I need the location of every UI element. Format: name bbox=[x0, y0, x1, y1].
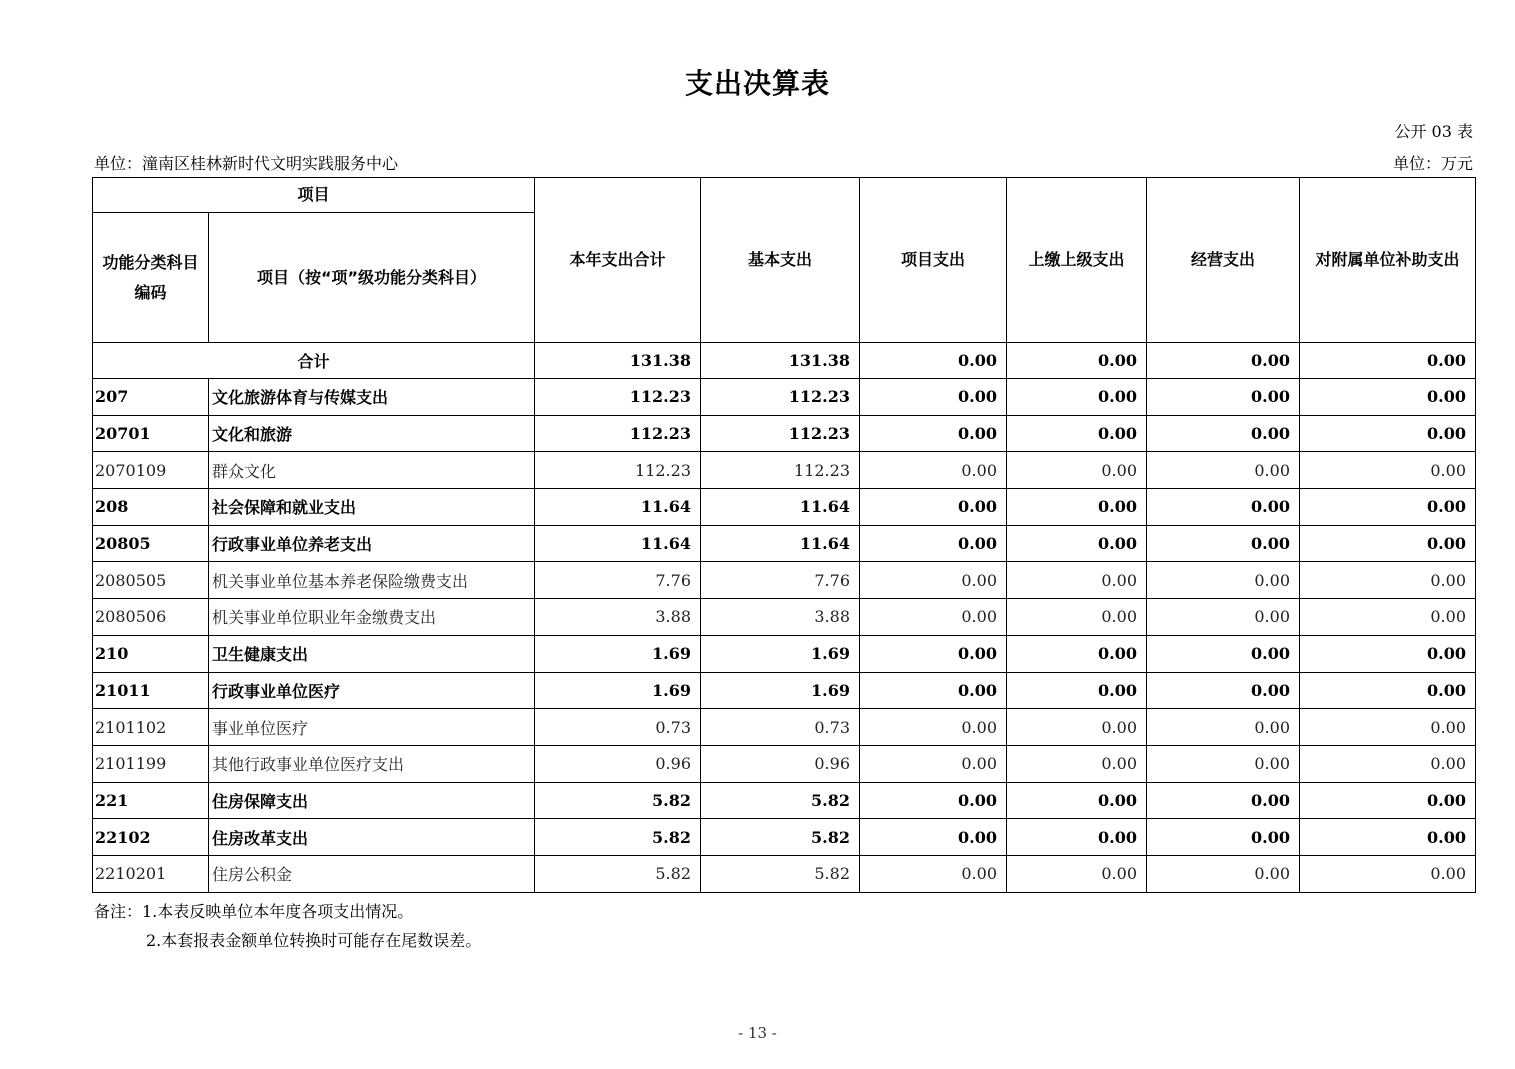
row-name: 住房保障支出 bbox=[209, 782, 535, 819]
row-name: 住房改革支出 bbox=[209, 819, 535, 856]
row-name: 机关事业单位职业年金缴费支出 bbox=[209, 599, 535, 636]
row-value-project-exp: 0.00 bbox=[860, 635, 1007, 672]
row-value-project-exp: 0.00 bbox=[860, 745, 1007, 782]
row-value-business: 0.00 bbox=[1147, 562, 1300, 599]
row-value-total: 5.82 bbox=[535, 855, 701, 892]
header-basic: 基本支出 bbox=[701, 178, 860, 343]
row-code: 207 bbox=[93, 379, 209, 416]
row-value-subsidy: 0.00 bbox=[1300, 562, 1476, 599]
row-code: 2101102 bbox=[93, 709, 209, 746]
table-row bbox=[93, 635, 1476, 672]
header-subsidy: 对附属单位补助支出 bbox=[1300, 178, 1476, 343]
row-value-subsidy: 0.00 bbox=[1300, 415, 1476, 452]
row-code: 2101199 bbox=[93, 745, 209, 782]
row-value-total: 112.23 bbox=[535, 379, 701, 416]
row-value-basic: 0.73 bbox=[701, 709, 860, 746]
header-project-expense: 项目支出 bbox=[860, 178, 1007, 343]
row-value-total: 5.82 bbox=[535, 819, 701, 856]
page-number: - 13 - bbox=[738, 1024, 777, 1042]
row-value-business: 0.00 bbox=[1147, 819, 1300, 856]
row-value-business: 0.00 bbox=[1147, 415, 1300, 452]
row-value-subsidy: 0.00 bbox=[1300, 782, 1476, 819]
row-value-basic: 112.23 bbox=[701, 379, 860, 416]
row-value-total: 112.23 bbox=[535, 452, 701, 489]
row-code: 22102 bbox=[93, 819, 209, 856]
row-code: 2080505 bbox=[93, 562, 209, 599]
row-value-subsidy: 0.00 bbox=[1300, 452, 1476, 489]
row-value-upper: 0.00 bbox=[1007, 709, 1147, 746]
table-row bbox=[93, 672, 1476, 709]
row-code: 20701 bbox=[93, 415, 209, 452]
header-code: 功能分类科目编码 bbox=[93, 213, 209, 343]
header-total: 本年支出合计 bbox=[535, 178, 701, 343]
row-value-total: 7.76 bbox=[535, 562, 701, 599]
table-number: 公开 03 表 bbox=[1394, 122, 1473, 141]
total-cell: 0.00 bbox=[1147, 343, 1300, 379]
total-cell: 131.38 bbox=[535, 343, 701, 379]
row-value-upper: 0.00 bbox=[1007, 415, 1147, 452]
total-label: 合计 bbox=[93, 343, 535, 379]
note-line-2: 2.本套报表金额单位转换时可能存在尾数误差。 bbox=[146, 931, 482, 950]
organization-unit: 单位：潼南区桂林新时代文明实践服务中心 bbox=[94, 154, 399, 173]
row-value-project-exp: 0.00 bbox=[860, 489, 1007, 526]
row-value-project-exp: 0.00 bbox=[860, 782, 1007, 819]
row-value-project-exp: 0.00 bbox=[860, 452, 1007, 489]
row-value-subsidy: 0.00 bbox=[1300, 819, 1476, 856]
row-value-upper: 0.00 bbox=[1007, 855, 1147, 892]
row-value-subsidy: 0.00 bbox=[1300, 635, 1476, 672]
row-value-upper: 0.00 bbox=[1007, 562, 1147, 599]
row-name: 文化和旅游 bbox=[209, 415, 535, 452]
table-row bbox=[93, 415, 1476, 452]
row-value-total: 0.96 bbox=[535, 745, 701, 782]
table-row bbox=[93, 709, 1476, 746]
row-value-project-exp: 0.00 bbox=[860, 855, 1007, 892]
table-row bbox=[93, 782, 1476, 819]
header-business: 经营支出 bbox=[1147, 178, 1300, 343]
total-cell: 0.00 bbox=[1300, 343, 1476, 379]
row-value-subsidy: 0.00 bbox=[1300, 855, 1476, 892]
row-value-project-exp: 0.00 bbox=[860, 599, 1007, 636]
row-name: 其他行政事业单位医疗支出 bbox=[209, 745, 535, 782]
row-value-business: 0.00 bbox=[1147, 855, 1300, 892]
table-row bbox=[93, 819, 1476, 856]
row-value-subsidy: 0.00 bbox=[1300, 525, 1476, 562]
row-value-basic: 3.88 bbox=[701, 599, 860, 636]
row-value-basic: 5.82 bbox=[701, 819, 860, 856]
row-value-project-exp: 0.00 bbox=[860, 379, 1007, 416]
row-value-subsidy: 0.00 bbox=[1300, 709, 1476, 746]
row-value-business: 0.00 bbox=[1147, 489, 1300, 526]
row-value-subsidy: 0.00 bbox=[1300, 599, 1476, 636]
row-value-basic: 1.69 bbox=[701, 635, 860, 672]
row-value-basic: 5.82 bbox=[701, 782, 860, 819]
row-value-upper: 0.00 bbox=[1007, 379, 1147, 416]
row-value-total: 1.69 bbox=[535, 672, 701, 709]
row-code: 2070109 bbox=[93, 452, 209, 489]
row-value-business: 0.00 bbox=[1147, 525, 1300, 562]
row-value-business: 0.00 bbox=[1147, 745, 1300, 782]
row-name: 住房公积金 bbox=[209, 855, 535, 892]
row-value-total: 3.88 bbox=[535, 599, 701, 636]
header-upper-payment: 上缴上级支出 bbox=[1007, 178, 1147, 343]
total-cell: 131.38 bbox=[701, 343, 860, 379]
row-value-upper: 0.00 bbox=[1007, 672, 1147, 709]
currency-unit: 单位：万元 bbox=[1392, 154, 1473, 173]
table-row bbox=[93, 379, 1476, 416]
header-project: 项目 bbox=[93, 178, 535, 213]
row-value-basic: 7.76 bbox=[701, 562, 860, 599]
row-value-basic: 11.64 bbox=[701, 525, 860, 562]
header-name: 项目（按“项”级功能分类科目） bbox=[209, 213, 535, 343]
row-value-upper: 0.00 bbox=[1007, 819, 1147, 856]
row-value-upper: 0.00 bbox=[1007, 782, 1147, 819]
row-code: 2080506 bbox=[93, 599, 209, 636]
row-value-total: 5.82 bbox=[535, 782, 701, 819]
row-name: 社会保障和就业支出 bbox=[209, 489, 535, 526]
expenditure-table bbox=[92, 177, 1476, 893]
table-row bbox=[93, 562, 1476, 599]
row-code: 210 bbox=[93, 635, 209, 672]
row-value-subsidy: 0.00 bbox=[1300, 489, 1476, 526]
row-value-business: 0.00 bbox=[1147, 635, 1300, 672]
row-value-project-exp: 0.00 bbox=[860, 562, 1007, 599]
row-value-project-exp: 0.00 bbox=[860, 415, 1007, 452]
row-value-total: 0.73 bbox=[535, 709, 701, 746]
row-value-basic: 5.82 bbox=[701, 855, 860, 892]
row-code: 2210201 bbox=[93, 855, 209, 892]
row-value-basic: 112.23 bbox=[701, 452, 860, 489]
row-value-project-exp: 0.00 bbox=[860, 525, 1007, 562]
row-value-total: 1.69 bbox=[535, 635, 701, 672]
row-value-basic: 11.64 bbox=[701, 489, 860, 526]
row-code: 21011 bbox=[93, 672, 209, 709]
row-name: 事业单位医疗 bbox=[209, 709, 535, 746]
row-code: 221 bbox=[93, 782, 209, 819]
note-line-1: 备注：1.本表反映单位本年度各项支出情况。 bbox=[94, 902, 414, 921]
row-value-upper: 0.00 bbox=[1007, 489, 1147, 526]
row-name: 卫生健康支出 bbox=[209, 635, 535, 672]
table-row bbox=[93, 452, 1476, 489]
table-row bbox=[93, 855, 1476, 892]
row-value-upper: 0.00 bbox=[1007, 525, 1147, 562]
row-value-basic: 0.96 bbox=[701, 745, 860, 782]
row-value-business: 0.00 bbox=[1147, 452, 1300, 489]
row-code: 208 bbox=[93, 489, 209, 526]
row-value-business: 0.00 bbox=[1147, 672, 1300, 709]
total-cell: 0.00 bbox=[860, 343, 1007, 379]
row-code: 20805 bbox=[93, 525, 209, 562]
row-name: 群众文化 bbox=[209, 452, 535, 489]
notes bbox=[94, 897, 481, 955]
table-row bbox=[93, 745, 1476, 782]
row-value-total: 11.64 bbox=[535, 525, 701, 562]
row-name: 行政事业单位医疗 bbox=[209, 672, 535, 709]
row-value-subsidy: 0.00 bbox=[1300, 379, 1476, 416]
row-value-project-exp: 0.00 bbox=[860, 709, 1007, 746]
row-value-business: 0.00 bbox=[1147, 379, 1300, 416]
table-row bbox=[93, 599, 1476, 636]
table-row bbox=[93, 525, 1476, 562]
row-value-project-exp: 0.00 bbox=[860, 819, 1007, 856]
row-name: 文化旅游体育与传媒支出 bbox=[209, 379, 535, 416]
total-cell: 0.00 bbox=[1007, 343, 1147, 379]
row-value-total: 11.64 bbox=[535, 489, 701, 526]
row-value-subsidy: 0.00 bbox=[1300, 745, 1476, 782]
row-value-business: 0.00 bbox=[1147, 599, 1300, 636]
row-name: 行政事业单位养老支出 bbox=[209, 525, 535, 562]
row-value-upper: 0.00 bbox=[1007, 745, 1147, 782]
row-value-basic: 1.69 bbox=[701, 672, 860, 709]
row-value-upper: 0.00 bbox=[1007, 599, 1147, 636]
header-row-top bbox=[93, 178, 1476, 213]
row-value-upper: 0.00 bbox=[1007, 635, 1147, 672]
row-value-upper: 0.00 bbox=[1007, 452, 1147, 489]
row-name: 机关事业单位基本养老保险缴费支出 bbox=[209, 562, 535, 599]
row-value-total: 112.23 bbox=[535, 415, 701, 452]
row-value-subsidy: 0.00 bbox=[1300, 672, 1476, 709]
table-row bbox=[93, 489, 1476, 526]
row-value-business: 0.00 bbox=[1147, 782, 1300, 819]
row-value-project-exp: 0.00 bbox=[860, 672, 1007, 709]
page-title: 支出决算表 bbox=[684, 67, 830, 100]
row-value-basic: 112.23 bbox=[701, 415, 860, 452]
total-row bbox=[93, 343, 1476, 379]
row-value-business: 0.00 bbox=[1147, 709, 1300, 746]
